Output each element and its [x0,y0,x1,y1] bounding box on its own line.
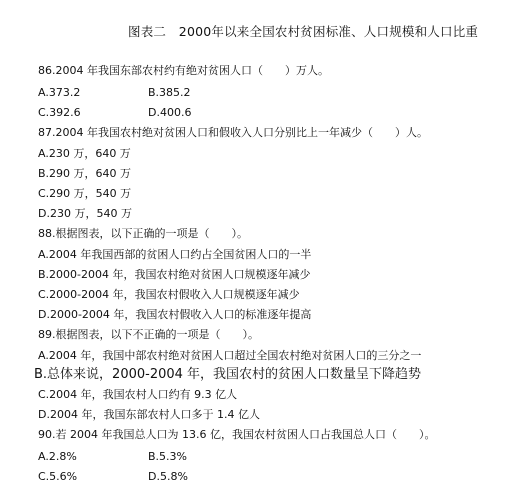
question-90-option-a: A.2.8% [38,450,77,463]
question-86-stem: 86.2004 年我国东部农村约有绝对贫困人口（ ）万人。 [38,64,329,77]
question-86-option-d: D.400.6 [148,106,192,119]
question-90-option-c: C.5.6% [38,470,78,483]
question-89-option-b: B.总体来说，2000-2004 年，我国农村的贫困人口数量呈下降趋势 [34,367,422,382]
question-90-option-b: B.5.3% [148,450,187,463]
question-86-option-b: B.385.2 [148,86,191,99]
question-89-option-c: C.2004 年，我国农村人口约有 9.3 亿人 [38,388,238,401]
question-87-option-c: C.290 万，540 万 [38,187,132,200]
question-86-option-c: C.392.6 [38,106,81,119]
question-87-option-d: D.230 万，540 万 [38,207,132,220]
question-87-stem: 87.2004 年我国农村绝对贫困人口和假收入人口分别比上一年减少（ ）人。 [38,126,428,139]
question-90-option-d: D.5.8% [148,470,188,483]
question-88-option-c: C.2000-2004 年，我国农村假收入人口规模逐年减少 [38,288,300,301]
question-90-stem: 90.若 2004 年我国总人口为 13.6 亿，我国农村贫困人口占我国总人口（ ）。 [38,428,436,441]
question-89-option-a: A.2004 年，我国中部农村绝对贫困人口超过全国农村绝对贫困人口的三分之一 [38,349,422,362]
question-88-option-b: B.2000-2004 年，我国农村绝对贫困人口规模逐年减少 [38,268,311,281]
question-88-option-a: A.2004 年我国西部的贫困人口约占全国贫困人口的一半 [38,248,312,261]
question-88-option-d: D.2000-2004 年，我国农村假收入人口的标准逐年提高 [38,308,312,321]
question-89-option-d: D.2004 年，我国东部农村人口多于 1.4 亿人 [38,408,260,421]
question-87-option-b: B.290 万，640 万 [38,167,132,180]
question-87-option-a: A.230 万，640 万 [38,147,131,160]
question-86-option-a: A.373.2 [38,86,81,99]
question-89-stem: 89.根据图表，以下不正确的一项是（ ）。 [38,328,259,341]
chart-title: 图表二 2000年以来全国农村贫困标准、人口规模和人口比重 [128,24,479,39]
question-88-stem: 88.根据图表，以下正确的一项是（ ）。 [38,227,248,240]
